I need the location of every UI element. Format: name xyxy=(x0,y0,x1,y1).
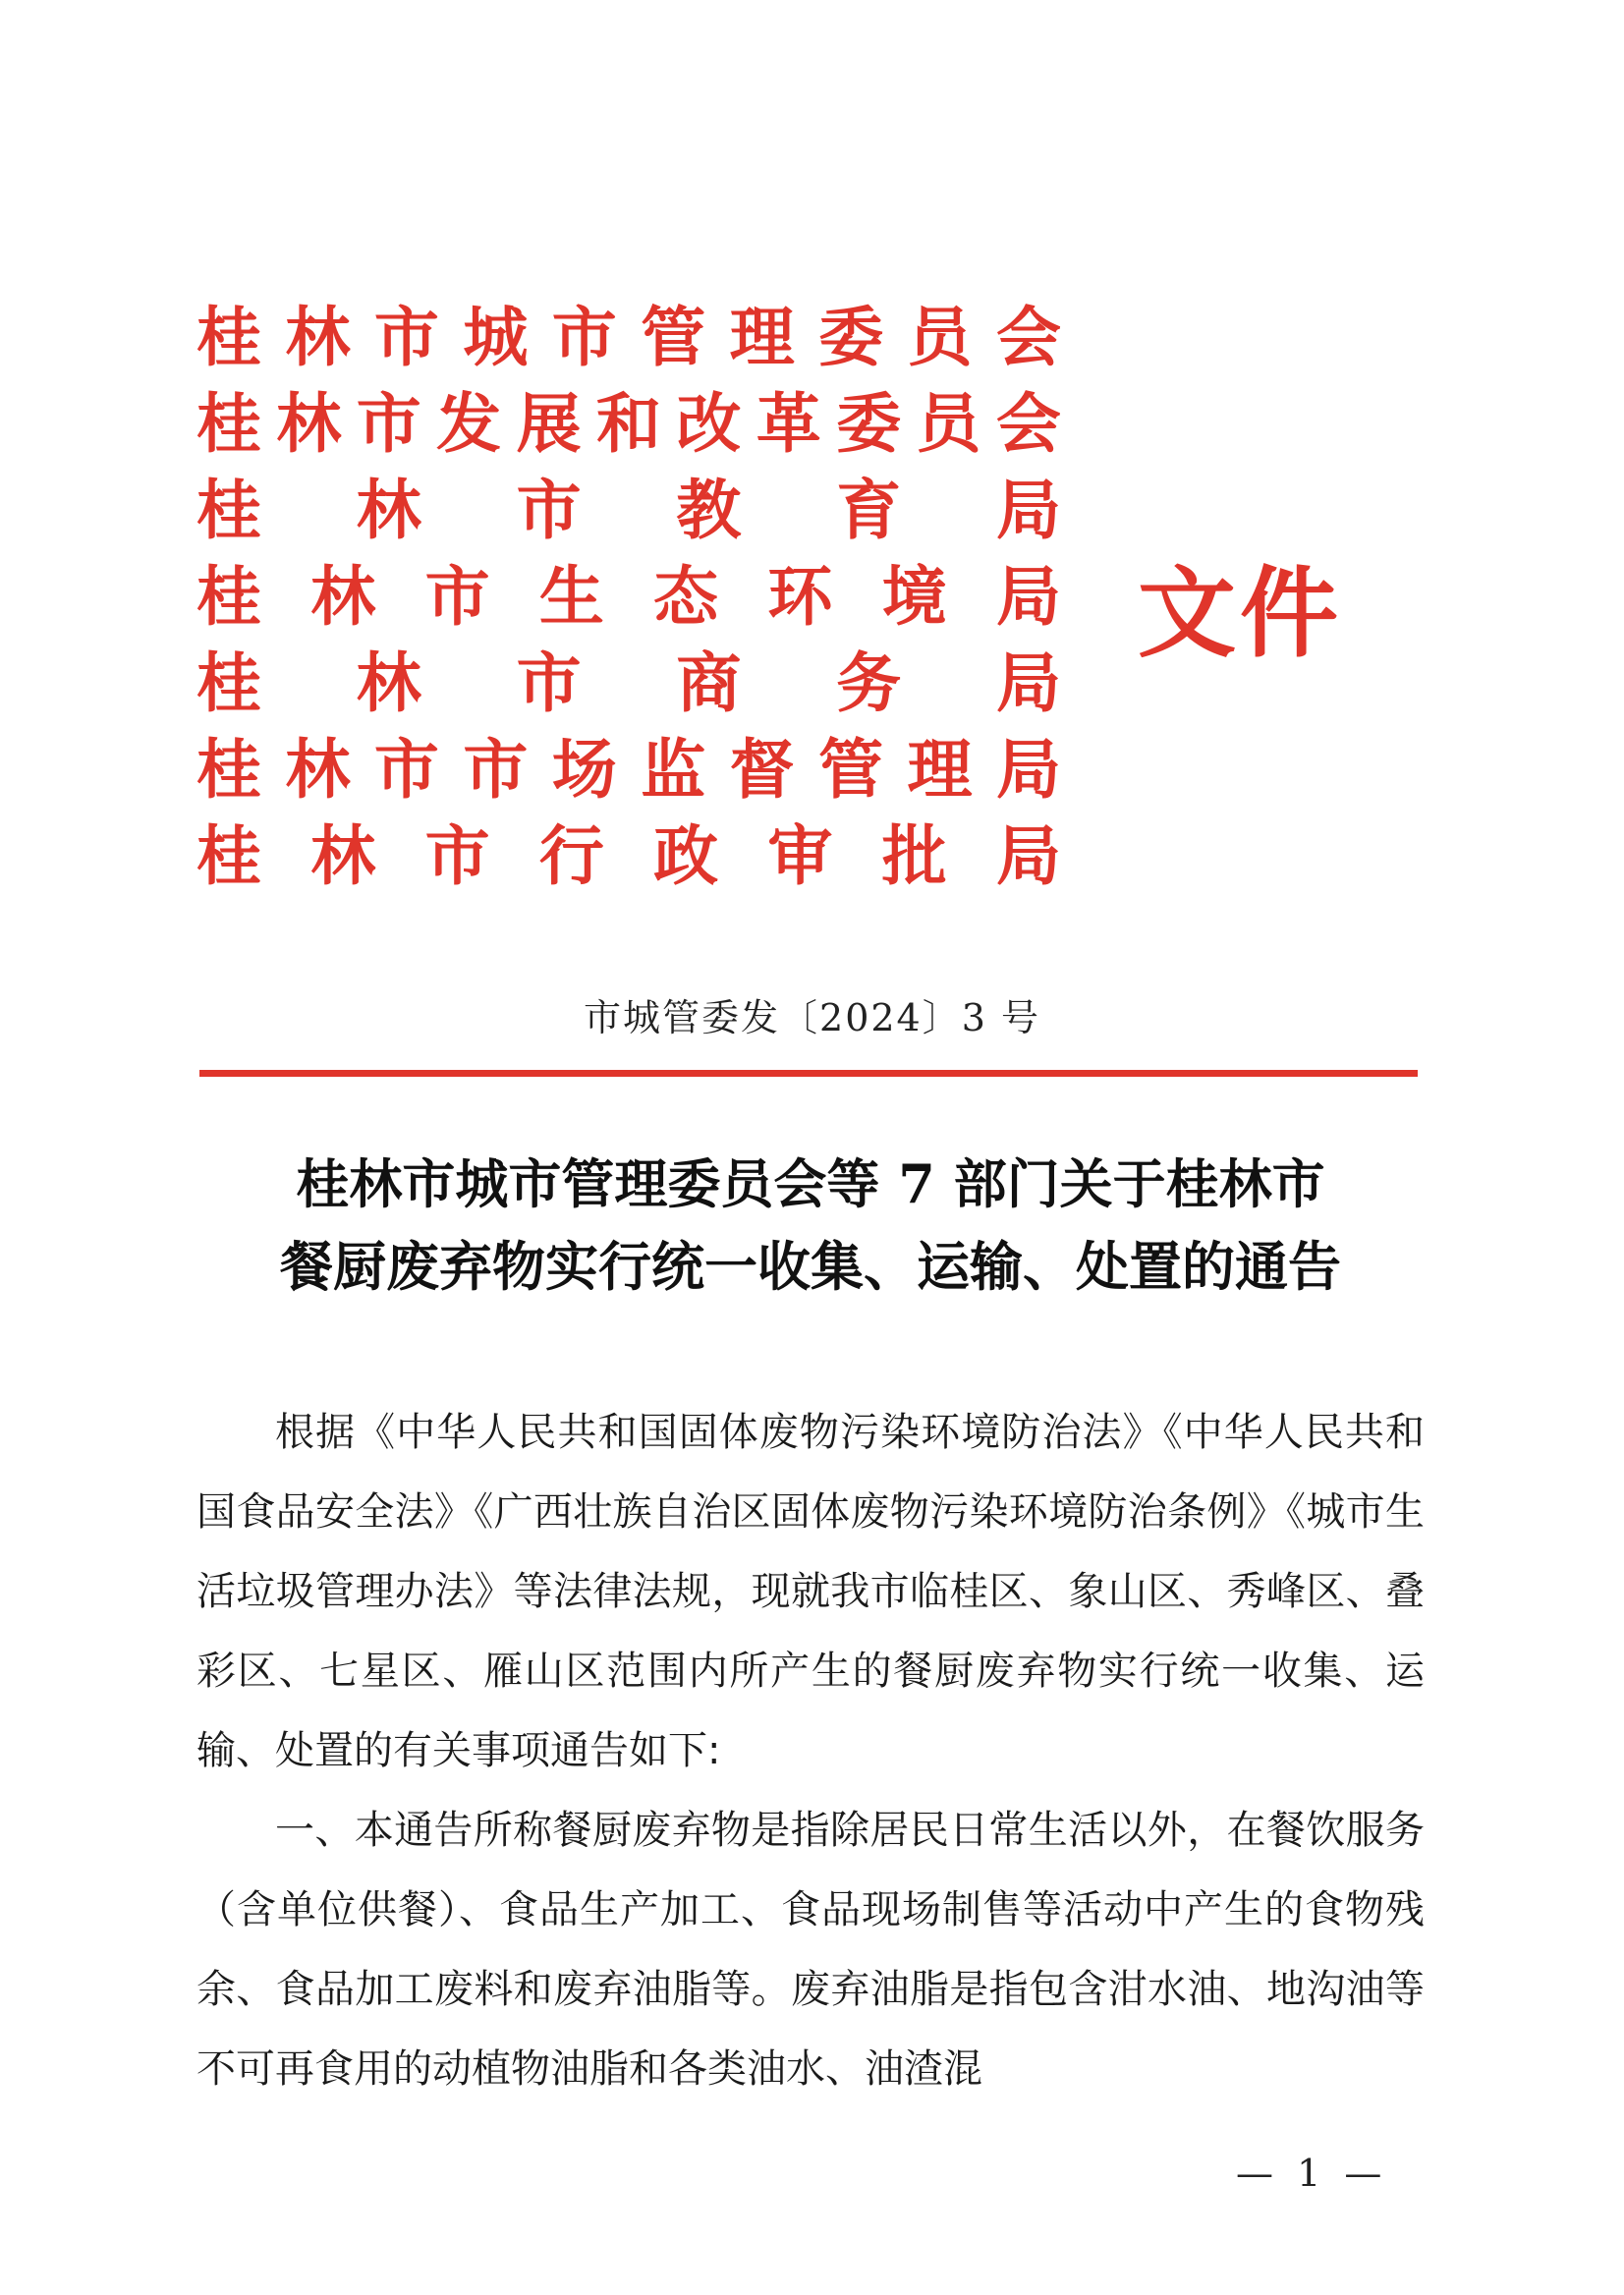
org-row xyxy=(196,295,1061,381)
org-char: 局 xyxy=(995,818,1061,894)
org-char: 桂 xyxy=(196,732,261,808)
document-number xyxy=(0,987,1624,1041)
org-char: 市 xyxy=(463,732,529,808)
org-char: 批 xyxy=(881,818,947,894)
org-char: 员 xyxy=(907,300,973,375)
org-char: 委 xyxy=(836,386,902,462)
org-char: 林 xyxy=(356,473,421,548)
org-char: 市 xyxy=(424,559,490,635)
org-char: 展 xyxy=(516,386,582,462)
title-line-1: 桂林市城市管理委员会等 7 部门关于桂林市 xyxy=(296,1152,1325,1215)
org-char: 林 xyxy=(276,386,342,462)
org-char: 审 xyxy=(767,818,833,894)
org-char: 市 xyxy=(551,300,617,375)
org-row xyxy=(196,468,1061,554)
org-char: 桂 xyxy=(196,818,261,894)
org-char: 桂 xyxy=(196,300,261,375)
org-char: 林 xyxy=(285,300,351,375)
org-char: 和 xyxy=(595,386,661,462)
org-char: 市 xyxy=(356,386,421,462)
issuing-organizations xyxy=(196,295,1061,900)
file-label: 文件 xyxy=(1138,556,1342,671)
org-char: 环 xyxy=(767,559,833,635)
org-char: 桂 xyxy=(196,473,261,548)
org-row xyxy=(196,641,1061,727)
org-char: 局 xyxy=(995,645,1061,721)
org-char: 场 xyxy=(551,732,617,808)
org-char: 市 xyxy=(516,473,582,548)
document-title xyxy=(196,1143,1425,1308)
org-char: 局 xyxy=(995,559,1061,635)
title-line-2: 餐厨废弃物实行统一收集、运输、处置的通告 xyxy=(280,1235,1341,1298)
org-char: 政 xyxy=(653,818,719,894)
org-char: 员 xyxy=(916,386,981,462)
org-char: 育 xyxy=(836,473,902,548)
org-char: 监 xyxy=(641,732,706,808)
org-char: 革 xyxy=(756,386,821,462)
org-char: 会 xyxy=(995,300,1061,375)
org-char: 桂 xyxy=(196,559,261,635)
org-char: 林 xyxy=(285,732,351,808)
org-char: 市 xyxy=(516,645,582,721)
org-char: 理 xyxy=(729,300,795,375)
org-char: 督 xyxy=(729,732,795,808)
org-char: 境 xyxy=(881,559,947,635)
org-row xyxy=(196,381,1061,468)
red-divider xyxy=(199,1070,1418,1077)
org-char: 林 xyxy=(356,645,421,721)
org-char: 改 xyxy=(676,386,742,462)
org-char: 管 xyxy=(641,300,706,375)
page-number: — 1 — xyxy=(1236,2152,1388,2195)
org-char: 市 xyxy=(373,300,439,375)
org-char: 城 xyxy=(463,300,529,375)
org-char: 理 xyxy=(907,732,973,808)
document-number-text: 市城管委发〔2024〕3 号 xyxy=(584,996,1040,1039)
org-char: 商 xyxy=(676,645,742,721)
org-char: 管 xyxy=(818,732,884,808)
org-char: 教 xyxy=(676,473,742,548)
body-paragraph: 一、本通告所称餐厨废弃物是指除居民日常生活以外，在餐饮服务（含单位供餐）、食品生产加工、食品现场制售等活动中产生的食物残余、食品加工废料和废弃油脂等。废弃油脂是指包含泔水油、地沟油等不可再食用的动植物油脂和各类油水、油渣混 xyxy=(196,1808,1425,2092)
org-char: 桂 xyxy=(196,386,261,462)
org-char: 林 xyxy=(310,818,376,894)
org-char: 局 xyxy=(995,473,1061,548)
org-char: 桂 xyxy=(196,645,261,721)
org-char: 态 xyxy=(653,559,719,635)
org-char: 市 xyxy=(373,732,439,808)
org-char: 发 xyxy=(436,386,502,462)
org-char: 生 xyxy=(538,559,604,635)
org-char: 行 xyxy=(538,818,604,894)
org-char: 务 xyxy=(836,645,902,721)
org-char: 委 xyxy=(818,300,884,375)
org-char: 会 xyxy=(995,386,1061,462)
org-row xyxy=(196,727,1061,813)
body-paragraph: 根据《中华人民共和国固体废物污染环境防治法》《中华人民共和国食品安全法》《广西壮族自治区固体废物污染环境防治条例》《城市生活垃圾管理办法》等法律法规，现就我市临桂区、象山区、秀峰区、叠彩区、七星区、雁山区范围内所产生的餐厨废弃物实行统一收集、运输、处置的有关事项通告如下: xyxy=(196,1410,1425,1773)
org-row xyxy=(196,554,1061,641)
org-char: 市 xyxy=(424,818,490,894)
document-body xyxy=(196,1393,1425,2109)
org-row xyxy=(196,813,1061,900)
org-char: 林 xyxy=(310,559,376,635)
org-char: 局 xyxy=(995,732,1061,808)
